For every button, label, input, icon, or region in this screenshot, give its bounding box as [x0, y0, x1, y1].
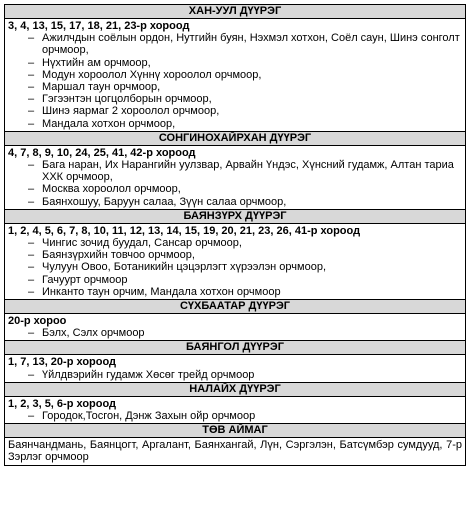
area-item	[8, 274, 462, 286]
area-item	[8, 410, 462, 422]
dash-icon: –	[28, 261, 35, 274]
area-text: Маршал таун орчмоор,	[42, 81, 161, 94]
area-text: Мандала хотхон орчмоор,	[42, 117, 176, 130]
dash-icon: –	[28, 105, 35, 118]
area-text: Шинэ яармаг 2 хороолол орчмоор,	[42, 105, 220, 118]
area-item	[8, 196, 462, 208]
dash-icon: –	[28, 195, 35, 208]
khoroo-list: 1, 2, 3, 5, 6-р хороод	[8, 397, 117, 410]
dash-icon: –	[28, 237, 35, 250]
area-text: Нүхтийн ам орчмоор,	[42, 56, 151, 69]
khoroo-list: 4, 7, 8, 9, 10, 24, 25, 41, 42-р хороод	[8, 146, 196, 159]
section-header-tuv-aimag: ТӨВ АЙМАГ	[5, 424, 465, 438]
area-item	[8, 32, 462, 56]
dash-icon: –	[28, 368, 35, 381]
area-text: Ажилчдын соёлын ордон, Нутгийн буян, Нэхмэл хотхон, Соёл саун, Шинэ сонголт орчмоор,	[42, 32, 460, 57]
area-item	[8, 57, 462, 69]
khoroo-list: 3, 4, 13, 15, 17, 18, 21, 23-р хороод	[8, 20, 190, 32]
area-item	[8, 183, 462, 195]
section-body-bayanzurkh	[5, 224, 465, 300]
area-text: Үйлдвэрийн гудамж Хөсөг трейд орчмоор	[42, 368, 255, 381]
section-header-bayanzurkh: БАЯНЗҮРХ ДҮҮРЭГ	[5, 210, 465, 224]
area-text: Гачуурт орчмоор	[42, 273, 128, 286]
area-item	[8, 105, 462, 117]
area-text: Городок,Тосгон, Дэнж Захын ойр орчмоор	[42, 410, 256, 423]
area-list	[8, 327, 462, 339]
area-text: Гэгээнтэн цогцолборын орчмоор,	[42, 93, 212, 106]
dash-icon: –	[28, 159, 35, 172]
section-header-sukhbaatar: СҮХБААТАР ДҮҮРЭГ	[5, 300, 465, 314]
section-body-khan-uul	[5, 19, 465, 132]
section-body-sukhbaatar	[5, 314, 465, 341]
area-item	[8, 93, 462, 105]
dash-icon: –	[28, 93, 35, 106]
area-list	[8, 369, 462, 381]
area-text: Чингис зочид буудал, Сансар орчмоор,	[42, 237, 242, 250]
section-body-songinokhairkhan	[5, 146, 465, 210]
area-item	[8, 261, 462, 273]
area-text: Модун хороолол Хүннү хороолол орчмоор,	[42, 68, 262, 81]
area-list	[8, 32, 462, 130]
area-text: Баянзүрхийн товчоо орчмоор,	[42, 249, 195, 262]
dash-icon: –	[28, 56, 35, 69]
area-item	[8, 249, 462, 261]
area-item	[8, 159, 462, 183]
area-item	[8, 286, 462, 298]
area-text: Чулуун Овоо, Ботаникийн цэцэрлэгт хүрээлэн орчмоор,	[42, 261, 327, 274]
area-list	[8, 159, 462, 208]
area-item	[8, 369, 462, 381]
section-header-bayangol: БАЯНГОЛ ДҮҮРЭГ	[5, 341, 465, 355]
area-item	[8, 81, 462, 93]
area-item	[8, 327, 462, 339]
khoroo-list: 20-р хороо	[8, 315, 67, 328]
area-text: Инканто таун орчим, Мандала хотхон орчмоор	[42, 285, 281, 298]
area-text: Бэлх, Сэлх орчмоор	[42, 327, 145, 340]
area-list	[8, 237, 462, 298]
section-header-khan-uul: ХАН-УУЛ ДҮҮРЭГ	[5, 5, 465, 19]
dash-icon: –	[28, 285, 35, 298]
section-header-songinokhairkhan: СОНГИНОХАЙРХАН ДҮҮРЭГ	[5, 132, 465, 146]
area-text: Москва хороолол орчмоор,	[42, 183, 181, 196]
dash-icon: –	[28, 183, 35, 196]
dash-icon: –	[28, 327, 35, 340]
khoroo-list: 1, 2, 4, 5, 6, 7, 8, 10, 11, 12, 13, 14, 15, 19, 20, 21, 23, 26, 41-р хороод	[8, 224, 361, 237]
khoroo-list: 1, 7, 13, 20-р хороод	[8, 356, 117, 369]
area-text: Бага наран, Их Нарангийн уулзвар, Арвайн Үндэс, Хүнсний гудамж, Алтан тариа ХХК орчмоор,	[42, 159, 454, 184]
area-list	[8, 410, 462, 422]
area-item	[8, 118, 462, 130]
dash-icon: –	[28, 410, 35, 423]
section-body-nalaikh	[5, 397, 465, 424]
district-table	[4, 4, 466, 466]
area-item	[8, 237, 462, 249]
dash-icon: –	[28, 273, 35, 286]
section-header-nalaikh: НАЛАЙХ ДҮҮРЭГ	[5, 383, 465, 397]
dash-icon: –	[28, 117, 35, 130]
dash-icon: –	[28, 249, 35, 262]
dash-icon: –	[28, 68, 35, 81]
dash-icon: –	[28, 81, 35, 94]
area-item	[8, 69, 462, 81]
section-body-bayangol	[5, 355, 465, 382]
section-body-tuv-aimag: Баянчандмань, Баянцогт, Аргалант, Баянхангай, Лүн, Сэргэлэн, Батсүмбэр сумдууд, 7-р Зэрлэг орчмоор	[8, 439, 462, 464]
area-text: Баянхошуу, Баруун салаа, Зүүн салаа орчмоор,	[42, 195, 287, 208]
dash-icon: –	[28, 32, 35, 45]
